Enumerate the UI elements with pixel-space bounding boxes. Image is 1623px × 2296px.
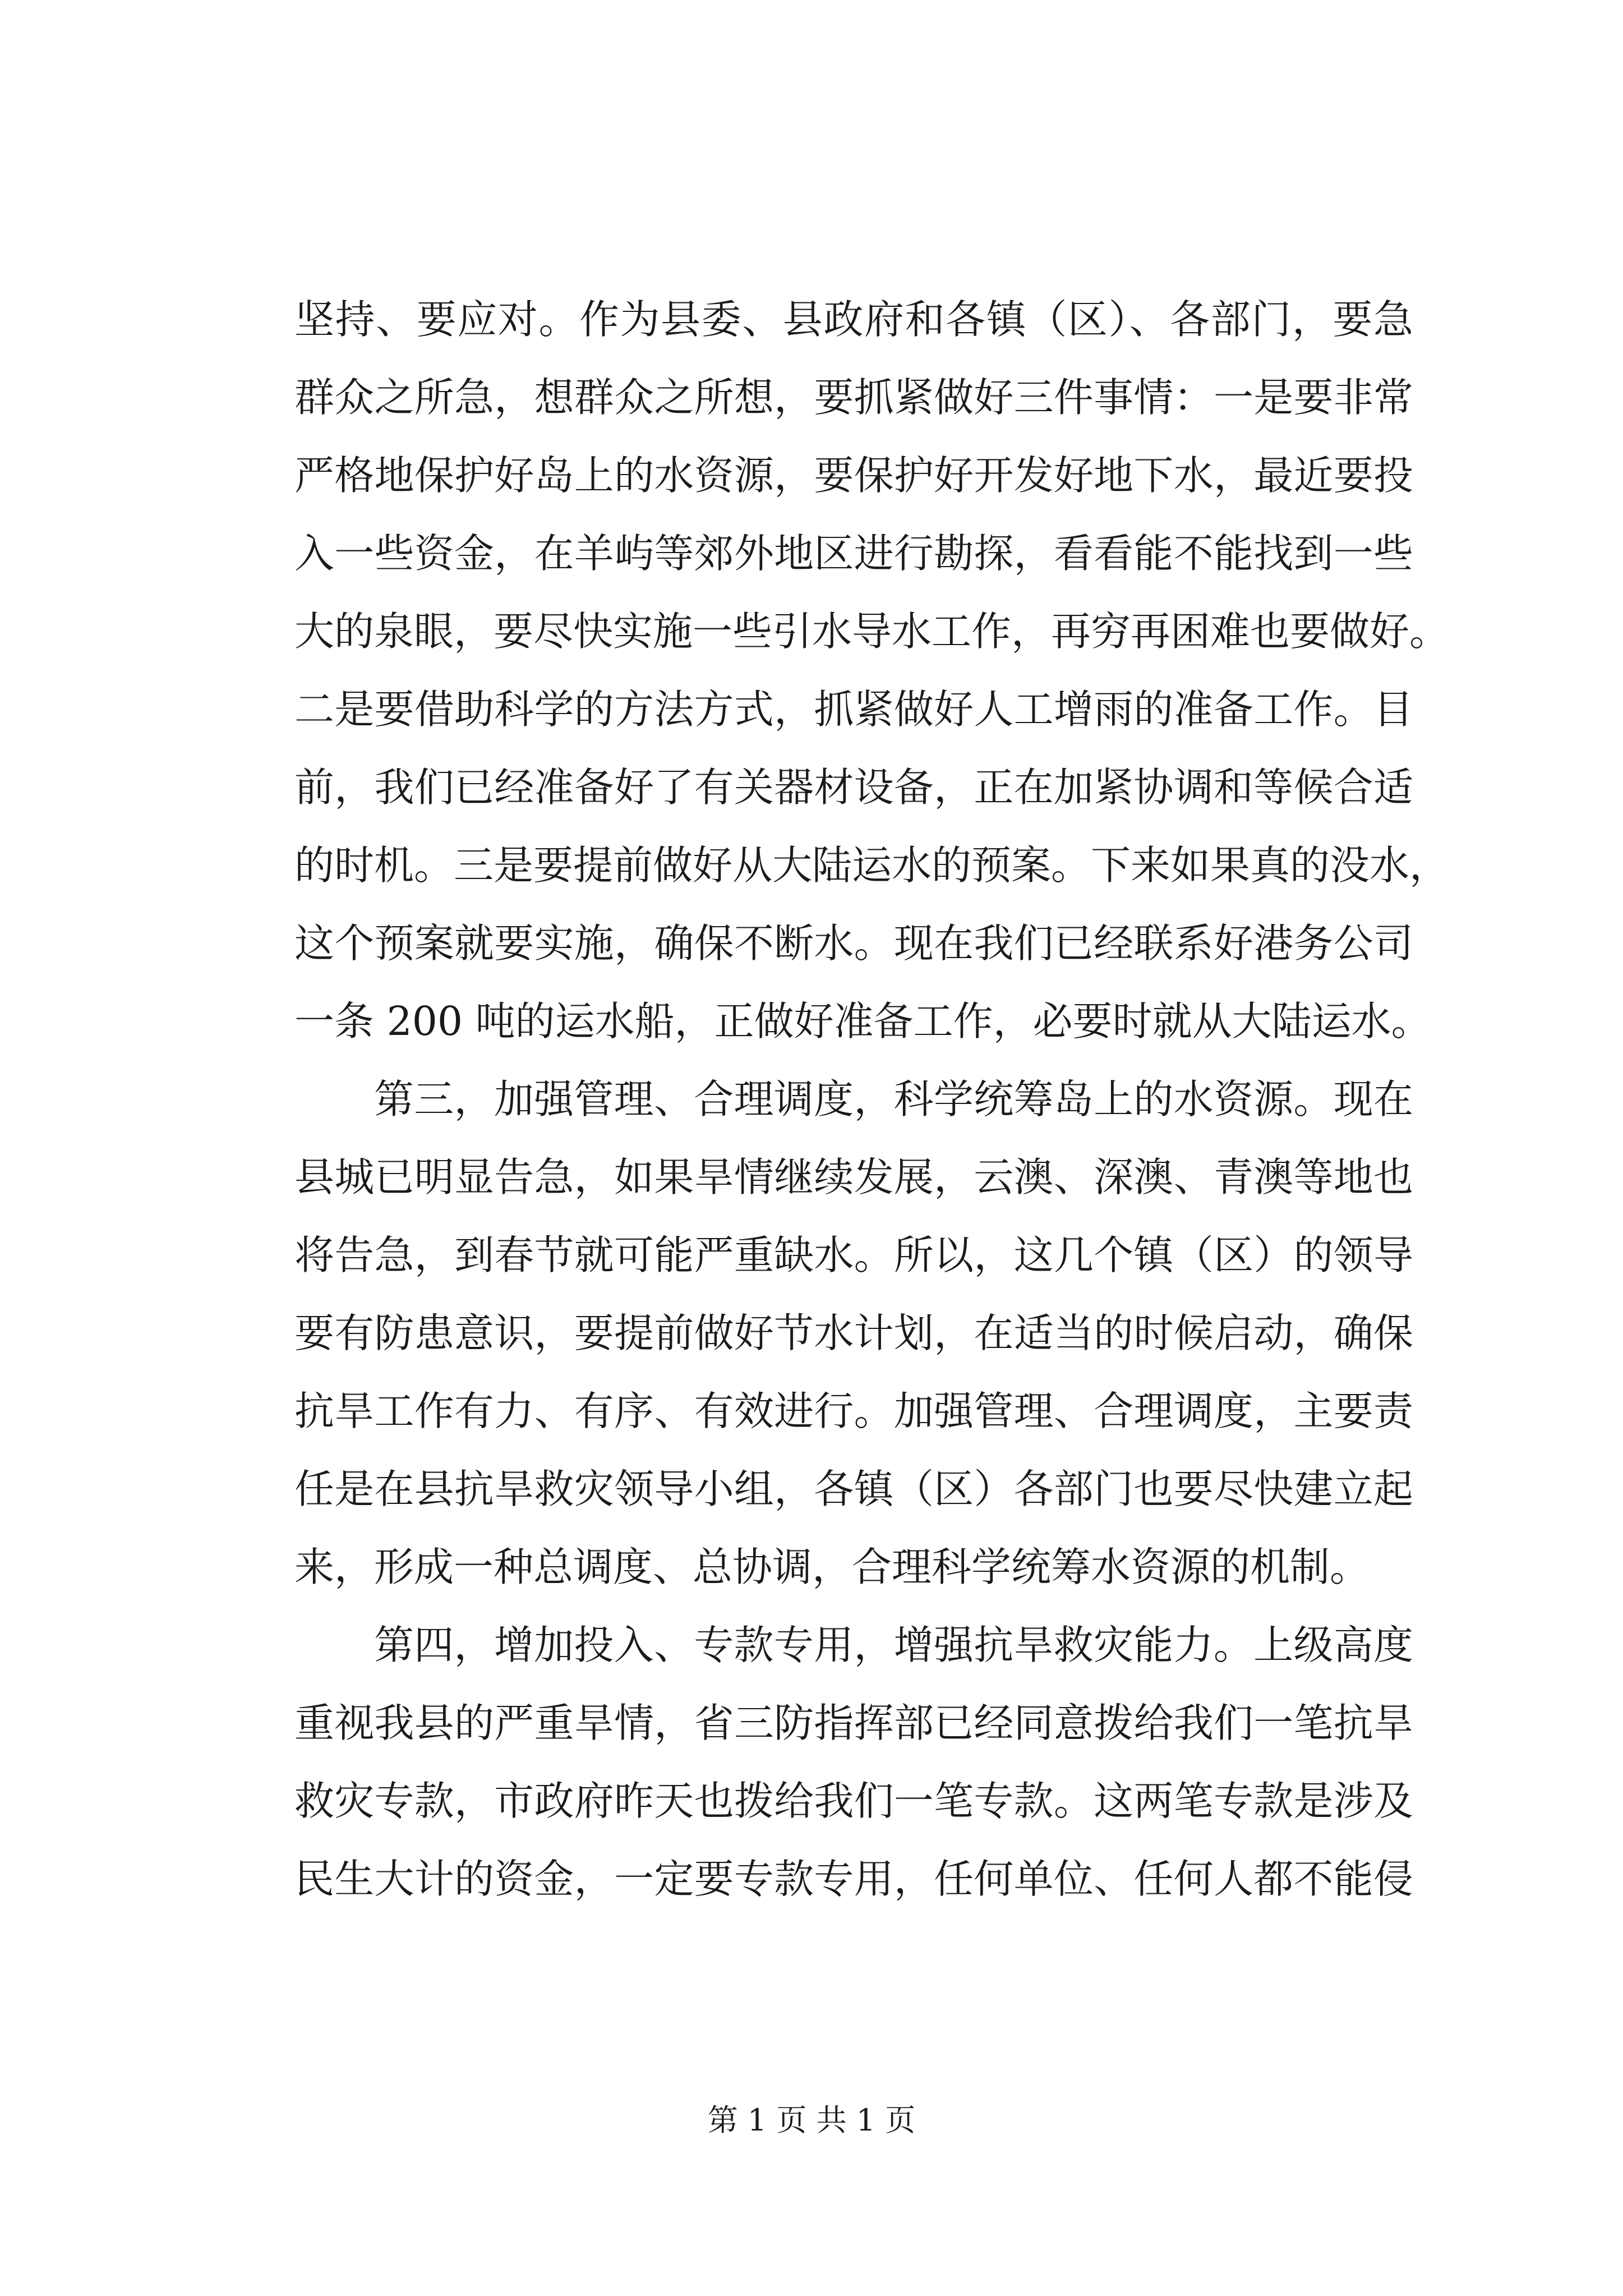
text-line: 坚持、要应对。作为县委、县政府和各镇（区）、各部门，要急 <box>294 296 1413 343</box>
paragraph-3 <box>294 1606 1413 1918</box>
text-line: 一条 200 吨的运水船，正做好准备工作，必要时就从大陆运水。 <box>294 998 1431 1045</box>
text-line: 入一些资金，在羊屿等郊外地区进行勘探，看看能不能找到一些 <box>294 530 1413 577</box>
text-line: 严格地保护好岛上的水资源，要保护好开发好地下水，最近要投 <box>294 452 1413 499</box>
text-line: 任是在县抗旱救灾领导小组，各镇（区）各部门也要尽快建立起 <box>294 1466 1413 1512</box>
text-line: 要有防患意识，要提前做好节水计划，在适当的时候启动，确保 <box>294 1310 1413 1356</box>
text-line: 的时机。三是要提前做好从大陆运水的预案。下来如果真的没水， <box>294 842 1450 889</box>
text-line: 来，形成一种总调度、总协调，合理科学统筹水资源的机制。 <box>294 1544 1370 1590</box>
text-line: 这个预案就要实施，确保不断水。现在我们已经联系好港务公司 <box>294 920 1413 967</box>
text-line: 救灾专款，市政府昨天也拨给我们一笔专款。这两笔专款是涉及 <box>294 1778 1413 1824</box>
text-line: 抗旱工作有力、有序、有效进行。加强管理、合理调度，主要责 <box>294 1388 1413 1434</box>
paragraph-1 <box>294 280 1450 1060</box>
text-line: 县城已明显告急，如果旱情继续发展，云澳、深澳、青澳等地也 <box>294 1154 1413 1200</box>
page-footer <box>0 2101 1623 2140</box>
text-line: 群众之所急，想群众之所想，要抓紧做好三件事情：一是要非常 <box>294 374 1413 421</box>
paragraph-2 <box>294 1060 1413 1606</box>
text-line: 二是要借助科学的方法方式，抓紧做好人工增雨的准备工作。目 <box>294 686 1413 733</box>
text-line: 第四，增加投入、专款专用，增强抗旱救灾能力。上级高度 <box>374 1622 1413 1668</box>
text-line: 第三，加强管理、合理调度，科学统筹岛上的水资源。现在 <box>374 1076 1413 1122</box>
text-line: 前，我们已经准备好了有关器材设备，正在加紧协调和等候合适 <box>294 764 1413 811</box>
document-body <box>294 280 1450 1918</box>
text-line: 大的泉眼，要尽快实施一些引水导水工作，再穷再困难也要做好。 <box>294 608 1450 655</box>
page-number-label: 第 1 页 共 1 页 <box>707 2102 916 2138</box>
text-line: 重视我县的严重旱情，省三防指挥部已经同意拨给我们一笔抗旱 <box>294 1700 1413 1746</box>
text-line: 民生大计的资金，一定要专款专用，任何单位、任何人都不能侵 <box>294 1856 1413 1902</box>
text-line: 将告急，到春节就可能严重缺水。所以，这几个镇（区）的领导 <box>294 1232 1413 1278</box>
